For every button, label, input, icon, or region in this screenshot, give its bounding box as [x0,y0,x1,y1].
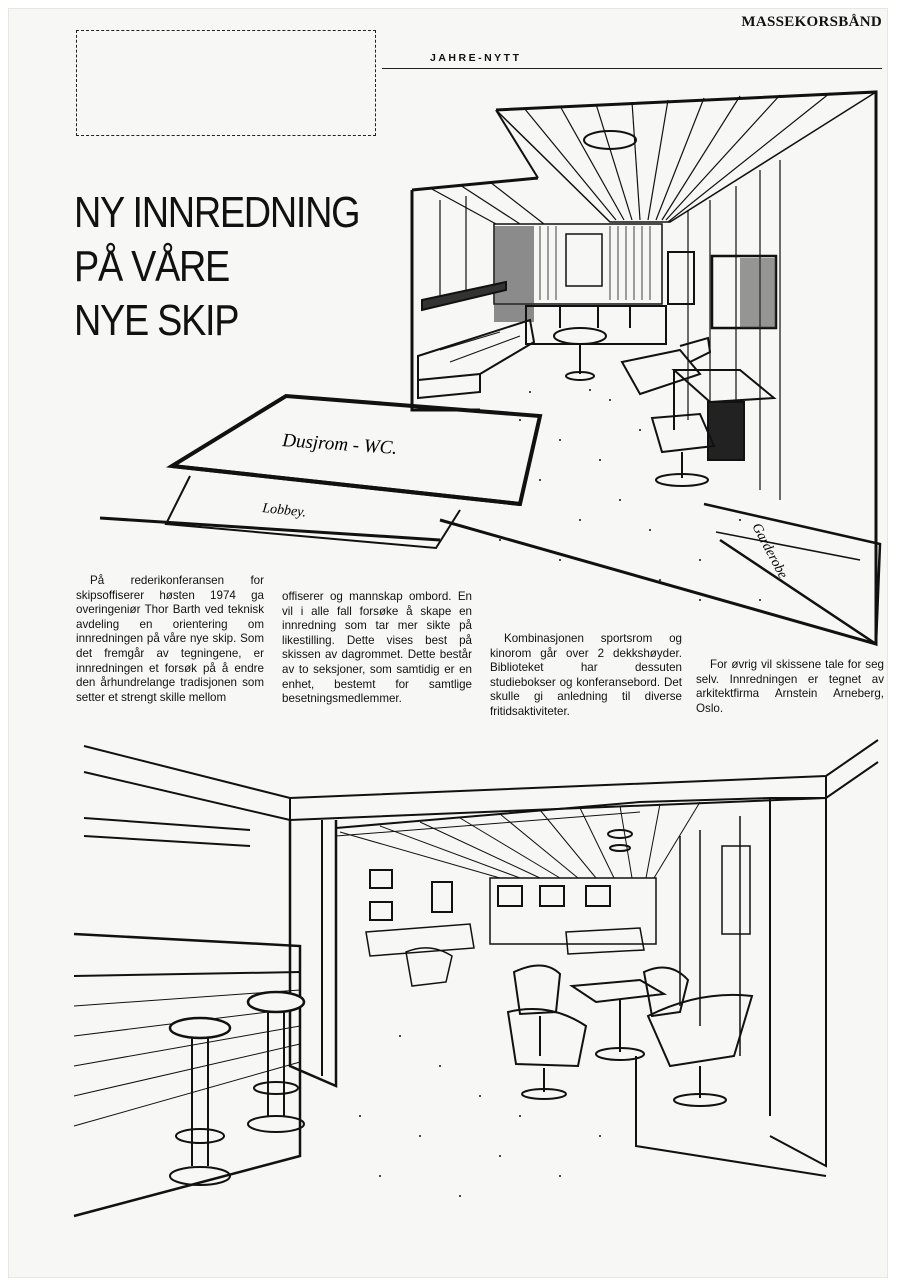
body-column-3 [490,632,682,720]
body-column-4 [696,658,884,716]
body-paragraph-3: Kombinasjonen sportsrom og kinorom går over 2 dekkshøyder. Biblioteket har dessuten studiebokser og konferansebord. Det skulle gi anledning til diverse fritidsaktiviteter. [490,632,682,718]
label-shower-wc: Dusjrom - WC. [281,430,398,460]
body-paragraph-1: På rederikonferansen for skipsoffiserer høsten 1974 ga overingeniør Thor Barth ved teknisk avdeling en orientering om innredningen på våre nye skip. Som det fremgår av tegningene, er innredningen et forsøk på å endre den århundrelange tradisjonen som setter et strengt skille mellom [76,574,264,704]
body-column-1 [76,574,264,705]
headline-line-3: NYE SKIP [74,296,239,345]
label-lobby: Lobbey. [261,501,307,521]
headline-line-1: NY INNREDNING [74,188,360,237]
masthead: MASSEKORSBÅND [741,14,882,30]
body-column-2 [282,590,472,707]
label-wardrobe: Garderobe. [748,520,792,585]
body-paragraph-2: offiserer og mannskap ombord. En vil i alle fall forsøke å skape en innredning som tar mer sikte på likestilling. Dette vises best på skissen av dagrommet. Dette består av to seksjoner, som samtidig er en enhet, bestemt for samtlige besetningsmedlemmer. [282,590,472,706]
headline-line-2: PÅ VÅRE [74,242,230,291]
sketch-day-room [0,736,900,1236]
body-paragraph-4: For øvrig vil skissene tale for seg selv. Innredningen er tegnet av arkitektfirma Arnstein Arneberg, Oslo. [696,658,884,715]
section-label: JAHRE-NYTT [430,52,522,64]
